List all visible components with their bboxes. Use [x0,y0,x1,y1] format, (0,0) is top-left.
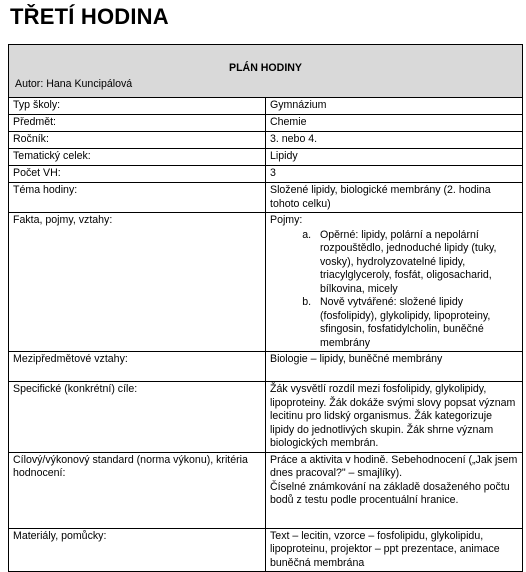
lesson-plan-table [8,44,523,572]
row-value: 3 [266,166,523,183]
table-row [9,166,523,183]
row-value: Biologie – lipidy, buněčné membrány [266,352,523,382]
row-value: Text – lecitin, vzorce – fosfolipidu, glykolipidu, lipoproteinu, projektor – ppt prezentace, animace buněčná membrána [266,528,523,572]
row-label: Téma hodiny: [9,183,266,213]
row-label: Mezipředmětové vztahy: [9,352,266,382]
row-label: Předmět: [9,115,266,132]
list-item: b. Nově vytvářené: složené lipidy (fosfolipidy), glykolipidy, lipoproteiny, sfingosin, fosfatidylcholin, buněčné membrány [314,296,518,350]
row-label: Ročník: [9,132,266,149]
assessment-cell [266,452,523,528]
table-row [9,528,523,572]
plan-heading: PLÁN HODINY [229,62,302,74]
table-row [9,98,523,115]
row-value: Chemie [266,115,523,132]
list-item: a. Opěrné: lipidy, polární a nepolární rozpouštědlo, jednoduché lipidy (tuky, vosky), hydrolyzovatelné lipidy, triacylglyceroly, fosfát, oligosacharid, bílkovina, micely [314,229,518,297]
table-row [9,115,523,132]
facts-row [9,213,523,352]
assessment-row [9,452,523,528]
plan-header-cell [9,45,523,98]
author-line: Autor: Hana Kuncipálová [15,78,133,90]
row-label: Specifické (konkrétní) cíle: [9,382,266,453]
row-value: 3. nebo 4. [266,132,523,149]
assessment-line: Číselné známkování na základě dosaženého počtu bodů z testu podle procentuální hranice. [270,480,510,506]
document-title: TŘETÍ HODINA [10,4,169,29]
facts-heading: Pojmy: [270,214,303,226]
row-label: Počet VH: [9,166,266,183]
table-row [9,382,523,453]
table-row [9,132,523,149]
table-row [9,149,523,166]
row-value: Žák vysvětlí rozdíl mezi fosfolipidy, glykolipidy, lipoproteiny. Žák dokáže svými slovy popsat význam lecitinu pro lidský organismus. Žák kategorizuje lipidy do jednotlivých skupin. Žák shrne význam biologických membrán. [266,382,523,453]
row-label: Materiály, pomůcky: [9,528,266,572]
row-label: Typ školy: [9,98,266,115]
row-value: Složené lipidy, biologické membrány (2. hodina tohoto celku) [266,183,523,213]
assessment-line: Práce a aktivita v hodině. Sebehodnocení („Jak jsem dnes pracoval?" – smajlíky). [270,453,518,479]
row-label: Tematický celek: [9,149,266,166]
facts-list [270,229,518,351]
facts-cell [266,213,523,352]
row-value: Lipidy [266,149,523,166]
table-row [9,183,523,213]
table-row [9,352,523,382]
row-label: Fakta, pojmy, vztahy: [9,213,266,352]
plan-header-row [9,45,523,98]
row-label: Cílový/výkonový standard (norma výkonu), kritéria hodnocení: [9,452,266,528]
row-value: Gymnázium [266,98,523,115]
